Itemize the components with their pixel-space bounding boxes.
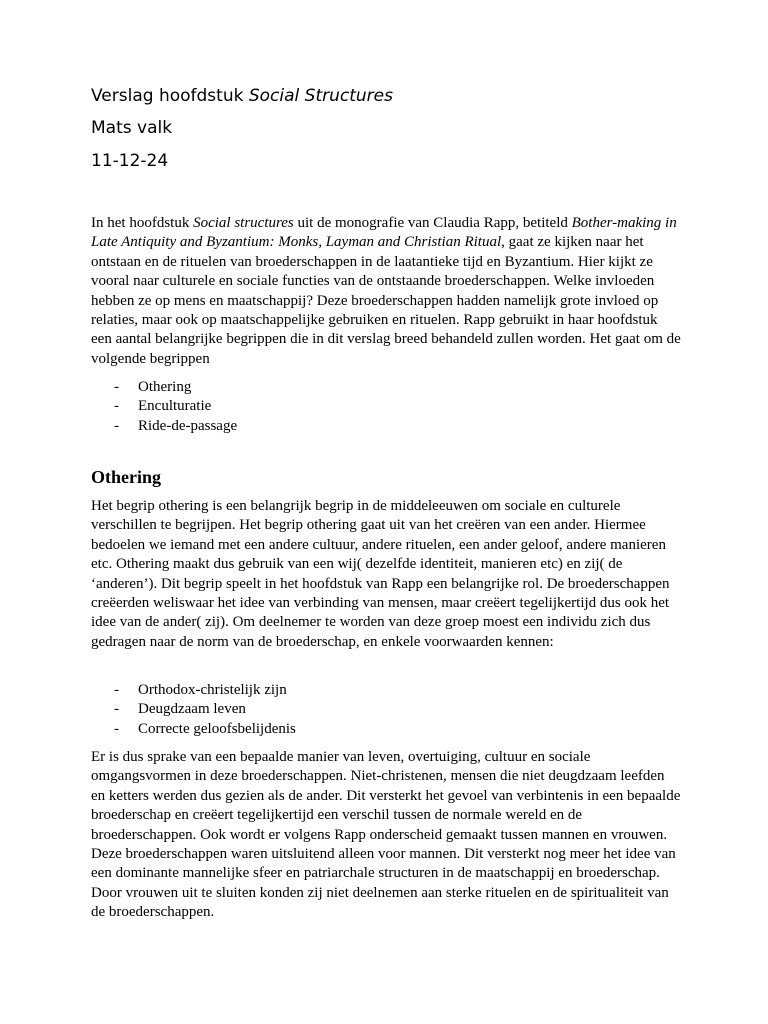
- list-item: [91, 681, 681, 700]
- list-dash: -: [114, 701, 119, 718]
- list-item: [91, 417, 681, 436]
- othering-paragraph-1: [91, 497, 681, 652]
- list-item: [91, 397, 681, 416]
- list-item: [91, 720, 681, 739]
- intro-paragraph: [91, 214, 681, 369]
- concepts-list: [91, 378, 681, 436]
- intro-text-2: uit de monografie van Claudia Rapp, betiteld: [293, 215, 572, 231]
- report-title-prefix: Verslag hoofdstuk: [91, 86, 249, 106]
- list-dash: -: [114, 682, 119, 698]
- list-dash: -: [114, 379, 119, 395]
- report-date: 11-12-24: [91, 151, 169, 171]
- intro-italic-2: Bother-making in Late Antiquity and Byzantium: Monks, Layman and Christian Ritual: [91, 215, 677, 251]
- author-name: Mats valk: [91, 118, 173, 138]
- othering-paragraph-1-text: Het begrip othering is een belangrijk begrip in de middeleeuwen om sociale en culturele verschillen te begrijpen. Het begrip othering gaat uit van het creëren van een ander. Hiermee bedoelen we iemand met een andere cultuur, andere rituelen, een ander geloof, andere manieren etc. Othering maakt dus gebruik van een wij( dezelfde identiteit, manieren etc) en zij( de ‘anderen’). Dit begrip speelt in het hoofdstuk van Rapp een belangrijke rol. De broederschappen creëerden weliswaar het idee van verbinding van mensen, maar creëert tegelijkertijd dus ook het idee van de ander( zij). Om deelnemer te worden van deze groep moest een individu zich dus gedragen naar de norm van de broederschap, en enkele voorwaarden kennen:: [91, 498, 670, 650]
- othering-paragraph-2: [91, 748, 681, 923]
- othering-paragraph-2-text: Er is dus sprake van een bepaalde manier van leven, overtuiging, cultuur en sociale omgangsvormen in deze broederschappen. Niet-christenen, mensen die niet deugdzaam leefden en ketters werden dus gezien als de ander. Dit versterkt het gevoel van verbintenis in een bepaalde broederschap en creëert tegelijkertijd een verschil tussen de normale wereld en de broederschappen. Ook wordt er volgens Rapp onderscheid gemaakt tussen mannen en vrouwen. Deze broederschappen waren uitsluitend alleen voor mannen. Dit versterkt nog meer het idee van een dominante mannelijke sfeer en patriarchale structuren in de maatschappij en broederschap. Door vrouwen uit te sluiten konden zij niet deelnemen aan sterke rituelen en de spiritualiteit van de broederschappen.: [91, 749, 681, 921]
- intro-text-3: , gaat ze kijken naar het ontstaan en de rituelen van broederschappen in de laatantieke tijd en Byzantium. Hier kijkt ze vooral naar culturele en sociale functies van de ontstaande broederschappen. Welke invloeden hebben ze op mens en maatschappij? Deze broederschappen hadden namelijk grote invloed op relaties, maar ook op maatschappelijke gebruiken en rituelen. Rapp gebruikt in haar hoofdstuk een aantal belangrijke begrippen die in dit verslag breed behandeld zullen worden. Het gaat om de volgende begrippen: [91, 234, 681, 367]
- list-dash: -: [114, 398, 119, 415]
- list-item: [91, 378, 681, 397]
- list-item-text: Deugdzaam leven: [138, 701, 246, 718]
- list-item-text: Othering: [138, 379, 192, 395]
- list-dash: -: [114, 417, 119, 434]
- conditions-list: [91, 681, 681, 739]
- list-item-text: Orthodox-christelijk zijn: [138, 682, 287, 698]
- intro-italic-1: Social structures: [193, 215, 294, 231]
- list-item-text: Correcte geloofsbelijdenis: [138, 720, 296, 737]
- list-dash: -: [114, 720, 119, 737]
- section-heading-othering: Othering: [91, 467, 161, 487]
- list-item: [91, 700, 681, 719]
- report-title: [91, 86, 393, 106]
- list-item-text: Enculturatie: [138, 398, 212, 415]
- report-title-italic: Social Structures: [248, 86, 393, 106]
- list-item-text: Ride-de-passage: [138, 417, 238, 434]
- intro-text-1: In het hoofdstuk: [91, 215, 194, 231]
